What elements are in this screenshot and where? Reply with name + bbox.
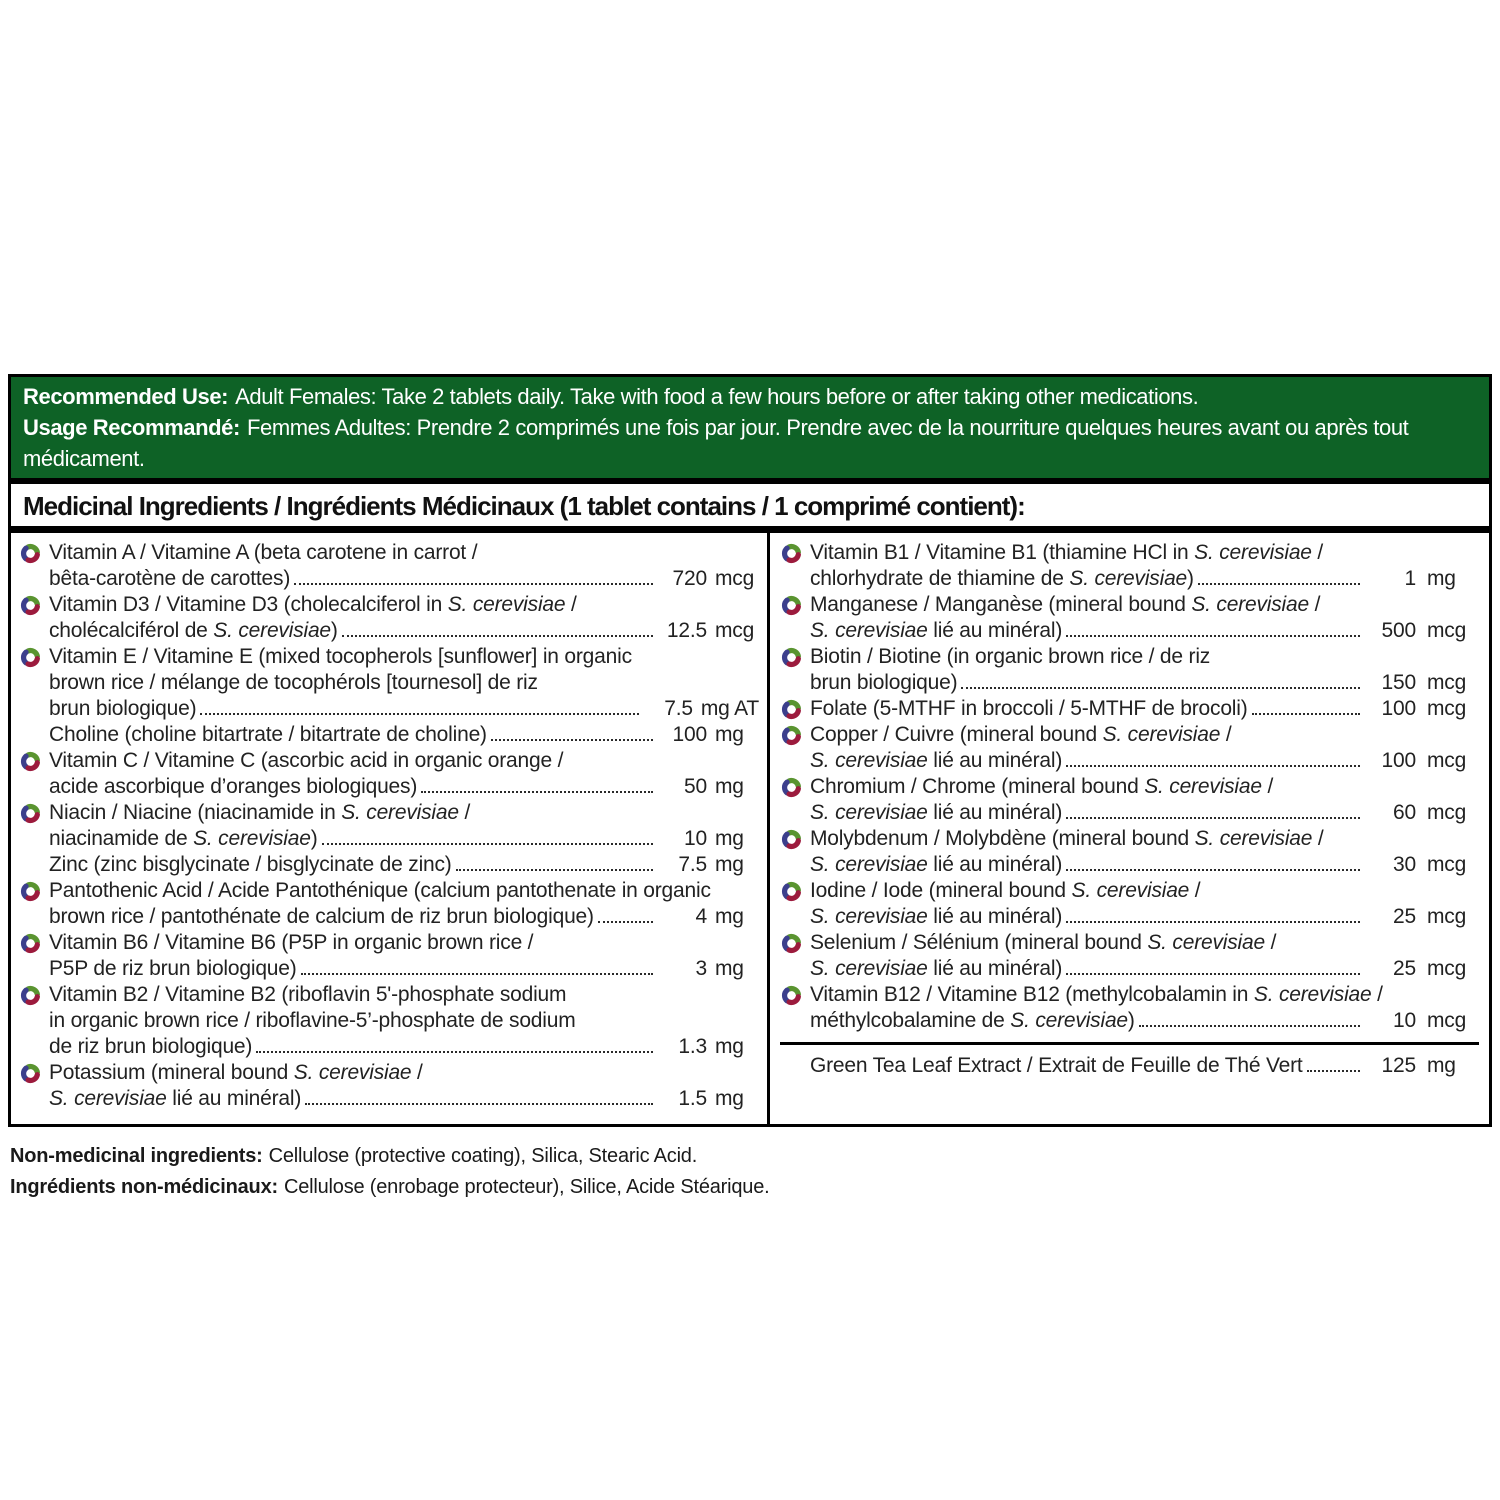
dotted-leader [594,921,657,923]
dotted-leader [301,1103,657,1105]
rotating-leaves-icon [20,803,41,824]
ingredient-row [780,722,1479,774]
ingredient-text-line [810,540,1479,566]
ingredient-amount: 1 [1404,567,1416,590]
ingredient-row [780,696,1479,722]
recommended-use-banner [8,374,1492,481]
ingredient-name: Iodine / Iode (mineral bound S. cerevisiae / [810,879,1201,902]
ingredient-row [19,852,759,878]
ingredient-amount: 30 [1393,853,1416,876]
ingredient-amount: 100 [672,723,707,746]
ingredient-name: Niacin / Niacine (niacinamide in S. cerevisiae / [49,801,471,824]
ingredient-amount: 500 [1381,619,1416,642]
ingredient-text-line [49,826,759,852]
title-divider-rule [11,526,1489,533]
ingredient-unit: mcg [1427,749,1467,772]
ingredient-name: bêta-carotène de carottes) [49,567,291,590]
ingredient-text-line [49,644,759,670]
ingredient-text-line [49,904,759,930]
ingredient-unit: mg [715,1035,744,1058]
ingredient-name: S. cerevisiae lié au minéral) [810,619,1063,642]
recommended-use-line-en [23,381,1477,412]
ingredient-text-line [810,566,1479,592]
rotating-leaves-icon [20,881,41,902]
rotating-leaves-icon [781,829,802,850]
non-medicinal-label-en: Non-medicinal ingredients: [10,1145,263,1167]
ingredient-text-line [49,592,759,618]
ingredient-unit: mcg [1427,957,1467,980]
ingredient-name: Vitamin B12 / Vitamine B12 (methylcobalamin in S. cerevisiae / [810,983,1383,1006]
ingredient-text-line [810,696,1479,722]
ingredient-text-line [810,670,1479,696]
ingredient-name: cholécalciférol de S. cerevisiae) [49,619,338,642]
ingredient-text-line [49,696,759,722]
ingredient-row [780,930,1479,982]
ingredient-text-line [49,1086,759,1112]
dotted-leader [252,1051,657,1053]
dotted-leader [338,635,657,637]
ingredient-unit: mcg [1427,1009,1467,1032]
ingredient-row [19,878,759,930]
ingredients-columns [11,533,1489,1124]
rotating-leaves-icon [781,881,802,902]
ingredient-text-line [810,722,1479,748]
ingredient-name: in organic brown rice / riboflavine-5’-phosphate de sodium [49,1009,576,1032]
ingredient-row [780,1053,1479,1079]
ingredient-name: Choline (choline bitartrate / bitartrate de choline) [49,723,487,746]
recommended-use-text-fr: Femmes Adultes: Prendre 2 comprimés une fois par jour. Prendre avec de la nourriture quelques heures avant ou après tout médicament. [23,415,1409,471]
recommended-use-text-en: Adult Females: Take 2 tablets daily. Take with food a few hours before or after taking other medications. [235,384,1199,409]
ingredient-unit: mcg [1427,801,1467,824]
ingredient-unit: mcg [1427,697,1467,720]
ingredient-name: Vitamin B2 / Vitamine B2 (riboflavin 5'-phosphate sodium [49,983,567,1006]
ingredient-name: Selenium / Sélénium (mineral bound S. cerevisiae / [810,931,1277,954]
ingredient-name: Green Tea Leaf Extract / Extrait de Feuille de Thé Vert [810,1054,1303,1077]
ingredient-text-line [49,774,759,800]
ingredient-amount: 125 [1381,1054,1416,1077]
dotted-leader [1135,1025,1364,1027]
ingredient-name: brun biologique) [49,697,197,720]
ingredient-text-line [810,904,1479,930]
ingredient-text-line [49,956,759,982]
rotating-leaves-icon [20,933,41,954]
ingredient-name: S. cerevisiae lié au minéral) [49,1087,302,1110]
rotating-leaves-icon [20,543,41,564]
non-medicinal-label-fr: Ingrédients non-médicinaux: [10,1176,278,1198]
ingredient-unit: mcg [715,619,755,642]
ingredient-row [780,644,1479,696]
ingredient-name: Vitamin A / Vitamine A (beta carotene in carrot / [49,541,478,564]
dotted-leader [957,687,1364,689]
ingredient-amount: 1.5 [678,1087,707,1110]
non-medicinal-line-en [10,1141,1490,1172]
dotted-leader [1062,869,1364,871]
ingredient-name: Molybdenum / Molybdène (mineral bound S. cerevisiae / [810,827,1324,850]
ingredient-amount: 1.3 [678,1035,707,1058]
ingredient-text-line [810,644,1479,670]
rotating-leaves-icon [781,777,802,798]
ingredient-amount: 4 [695,905,707,928]
ingredient-row [19,540,759,592]
dotted-leader [1248,713,1364,715]
recommended-use-label-fr: Usage Recommandé: [23,415,240,440]
ingredient-name: S. cerevisiae lié au minéral) [810,853,1063,876]
ingredient-name: de riz brun biologique) [49,1035,253,1058]
ingredient-name: brun biologique) [810,671,958,694]
ingredient-unit: mcg [1427,853,1467,876]
ingredient-name: Vitamin B1 / Vitamine B1 (thiamine HCl in S. cerevisiae / [810,541,1324,564]
ingredient-text-line [810,878,1479,904]
ingredient-text-line [810,618,1479,644]
ingredient-text-line [810,826,1479,852]
rotating-leaves-icon [20,985,41,1006]
ingredient-text-line [49,722,759,748]
ingredient-text-line [49,670,759,696]
ingredient-row [780,826,1479,878]
ingredient-unit: mg [715,827,744,850]
dotted-leader [1062,973,1364,975]
ingredient-text-line [810,956,1479,982]
ingredient-text-line [49,852,759,878]
recommended-use-line-fr [23,412,1477,474]
ingredient-text-line [49,930,759,956]
ingredient-row [19,748,759,800]
ingredient-text-line [49,1060,759,1086]
ingredient-amount: 10 [684,827,707,850]
non-medicinal-ingredients [10,1141,1490,1203]
ingredient-name: Vitamin B6 / Vitamine B6 (P5P in organic brown rice / [49,931,534,954]
ingredient-amount: 720 [672,567,707,590]
ingredient-name: Manganese / Manganèse (mineral bound S. cerevisiae / [810,593,1321,616]
ingredient-name: Pantothenic Acid / Acide Pantothénique (calcium pantothenate in organic [49,879,711,902]
ingredient-name: Vitamin C / Vitamine C (ascorbic acid in organic orange / [49,749,564,772]
dotted-leader [297,973,657,975]
ingredient-name: Zinc (zinc bisglycinate / bisglycinate de zinc) [49,853,452,876]
ingredient-text-line [49,800,759,826]
ingredient-text-line [49,748,759,774]
ingredient-amount: 7.5 [678,853,707,876]
ingredient-name: brown rice / pantothénate de calcium de riz brun biologique) [49,905,594,928]
ingredient-row [780,878,1479,930]
rotating-leaves-icon [781,699,802,720]
ingredient-name: Biotin / Biotine (in organic brown rice / de riz [810,645,1211,668]
ingredient-amount: 100 [1381,697,1416,720]
ingredient-unit: mg [715,905,744,928]
ingredient-unit: mg [715,957,744,980]
ingredient-name: acide ascorbique d’oranges biologiques) [49,775,418,798]
ingredient-text-line [49,878,759,904]
ingredient-amount: 100 [1381,749,1416,772]
ingredient-unit: mg [1427,567,1456,590]
ingredient-name: S. cerevisiae lié au minéral) [810,905,1063,928]
ingredient-unit: mg AT [700,697,759,720]
ingredient-amount: 25 [1393,957,1416,980]
ingredient-row [780,540,1479,592]
ingredient-unit: mcg [715,567,755,590]
ingredient-name: Vitamin D3 / Vitamine D3 (cholecalciferol in S. cerevisiae / [49,593,577,616]
ingredient-amount: 3 [695,957,707,980]
dotted-leader [487,739,657,741]
rotating-leaves-icon [20,1063,41,1084]
dotted-leader [1062,765,1364,767]
ingredient-amount: 10 [1393,1009,1416,1032]
rotating-leaves-icon [20,595,41,616]
ingredient-text-line [810,930,1479,956]
ingredient-text-line [49,982,759,1008]
ingredient-name: brown rice / mélange de tocophérols [tournesol] de riz [49,671,538,694]
ingredient-name: Chromium / Chrome (mineral bound S. cerevisiae / [810,775,1274,798]
ingredient-name: Potassium (mineral bound S. cerevisiae / [49,1061,423,1084]
ingredient-name: S. cerevisiae lié au minéral) [810,801,1063,824]
section-divider [780,1042,1479,1045]
dotted-leader [318,843,657,845]
ingredient-unit: mcg [1427,671,1467,694]
ingredient-text-line [49,618,759,644]
ingredient-text-line [49,566,759,592]
ingredient-unit: mcg [1427,619,1467,642]
ingredient-text-line [810,1008,1479,1034]
rotating-leaves-icon [20,647,41,668]
ingredients-column-left [11,533,770,1124]
ingredient-name: Folate (5-MTHF in broccoli / 5-MTHF de brocoli) [810,697,1248,720]
ingredient-amount: 12.5 [666,619,707,642]
dotted-leader [452,869,657,871]
ingredient-row [19,644,759,722]
ingredient-amount: 150 [1381,671,1416,694]
ingredient-amount: 60 [1393,801,1416,824]
medicinal-ingredients-title: Medicinal Ingredients / Ingrédients Médicinaux (1 tablet contains / 1 comprimé contient): [23,491,1025,521]
dotted-leader [1062,921,1364,923]
ingredient-row [19,722,759,748]
supplement-facts-label [8,374,1492,1203]
ingredient-text-line [810,748,1479,774]
dotted-leader [1062,635,1364,637]
dotted-leader [1303,1070,1365,1072]
ingredient-text-line [49,1008,759,1034]
ingredient-unit: mg [1427,1054,1456,1077]
non-medicinal-text-fr: Cellulose (enrobage protecteur), Silice, Acide Stéarique. [283,1176,770,1198]
ingredient-row [19,930,759,982]
rotating-leaves-icon [781,933,802,954]
ingredient-text-line [49,540,759,566]
ingredient-row [19,982,759,1060]
ingredient-unit: mg [715,1087,744,1110]
non-medicinal-line-fr [10,1172,1490,1203]
ingredient-name: S. cerevisiae lié au minéral) [810,957,1063,980]
rotating-leaves-icon [781,725,802,746]
ingredient-row [780,774,1479,826]
ingredient-amount: 7.5 [664,697,693,720]
ingredient-name: Copper / Cuivre (mineral bound S. cerevisiae / [810,723,1232,746]
ingredient-name: méthylcobalamine de S. cerevisiae) [810,1009,1135,1032]
ingredient-text-line [810,1053,1479,1079]
ingredient-row [19,1060,759,1112]
medicinal-ingredients-box [8,481,1492,1127]
non-medicinal-text-en: Cellulose (protective coating), Silica, Stearic Acid. [268,1145,698,1167]
ingredient-text-line [810,774,1479,800]
dotted-leader [196,713,642,715]
ingredient-amount: 50 [684,775,707,798]
ingredient-row [780,982,1479,1034]
dotted-leader [1062,817,1364,819]
ingredient-text-line [49,1034,759,1060]
ingredient-name: niacinamide de S. cerevisiae) [49,827,318,850]
ingredient-text-line [810,852,1479,878]
recommended-use-label-en: Recommended Use: [23,384,229,409]
dotted-leader [290,583,657,585]
ingredient-name: S. cerevisiae lié au minéral) [810,749,1063,772]
ingredients-column-right [770,533,1489,1124]
ingredient-name: P5P de riz brun biologique) [49,957,297,980]
rotating-leaves-icon [20,751,41,772]
ingredient-text-line [810,800,1479,826]
ingredient-name: Vitamin E / Vitamine E (mixed tocopherols [sunflower] in organic [49,645,632,668]
dotted-leader [417,791,657,793]
ingredient-amount: 25 [1393,905,1416,928]
ingredient-row [780,592,1479,644]
ingredient-row [19,592,759,644]
rotating-leaves-icon [781,647,802,668]
ingredient-unit: mg [715,853,744,876]
dotted-leader [1194,583,1364,585]
rotating-leaves-icon [781,543,802,564]
ingredient-unit: mcg [1427,905,1467,928]
rotating-leaves-icon [781,985,802,1006]
ingredient-unit: mg [715,723,744,746]
ingredient-name: chlorhydrate de thiamine de S. cerevisiae) [810,567,1194,590]
ingredient-text-line [810,592,1479,618]
ingredient-row [19,800,759,852]
ingredient-unit: mg [715,775,744,798]
rotating-leaves-icon [781,595,802,616]
ingredient-text-line [810,982,1479,1008]
